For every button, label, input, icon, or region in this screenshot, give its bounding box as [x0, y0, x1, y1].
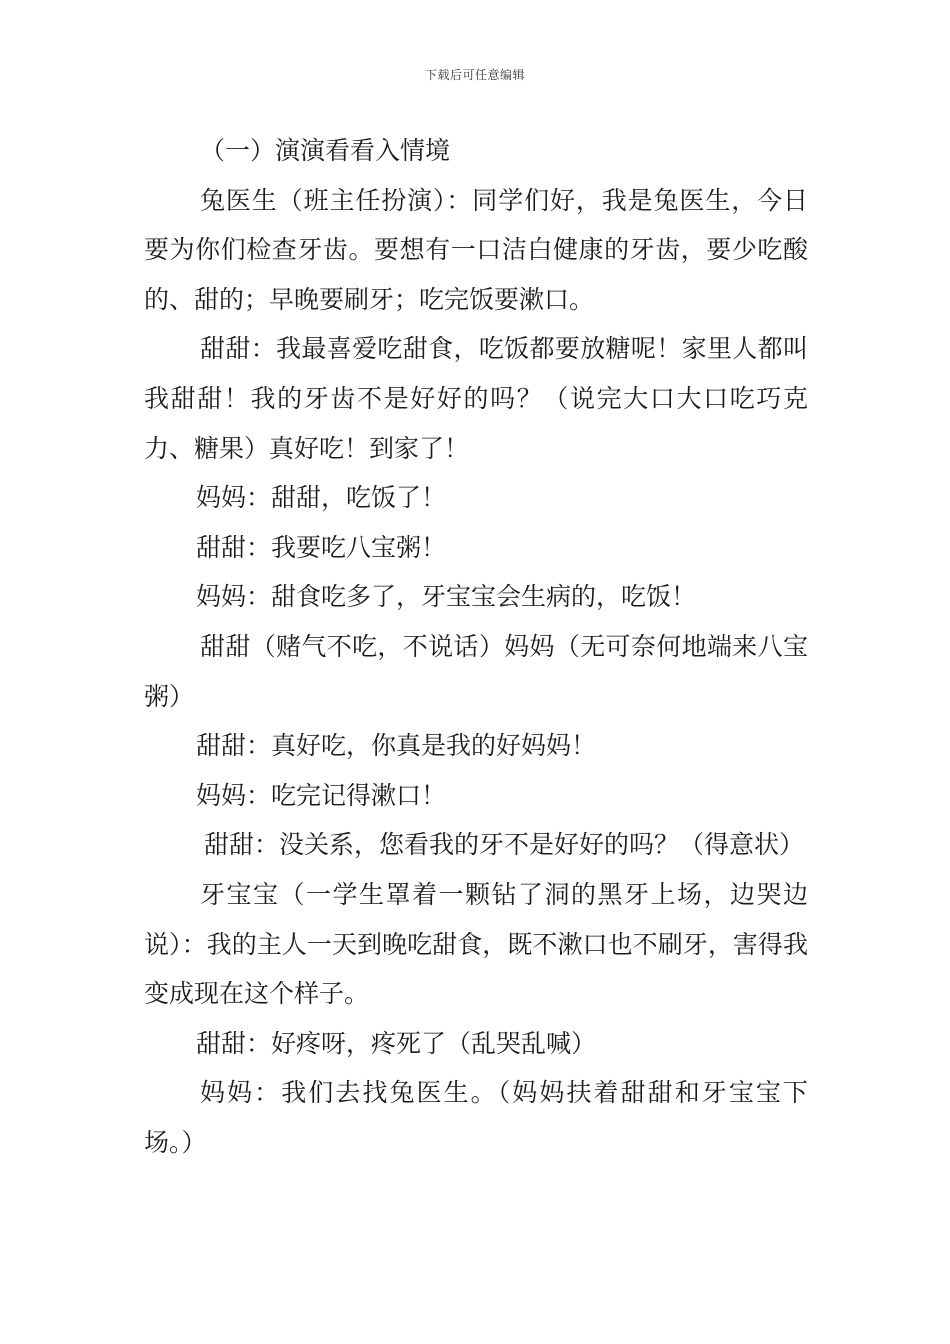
paragraph-mom-rinse: 妈妈：吃完记得漱口！: [196, 780, 447, 810]
paragraph-tiantian-proud: 甜甜：没关系，您看我的牙不是好好的吗？（得意状）: [204, 830, 805, 860]
section-heading: （一）演演看看入情境: [200, 136, 451, 165]
paragraph-tiantian-sulk: 甜甜（赌气不吃，不说话）妈妈（无可奈何地端来八宝粥）: [144, 631, 808, 711]
paragraph-mom-warning: 妈妈：甜食吃多了，牙宝宝会生病的，吃饭！: [196, 582, 697, 612]
paragraph-tiantian-porridge: 甜甜：我要吃八宝粥！: [196, 532, 447, 562]
document-body: [144, 126, 808, 1167]
paragraph-mom-doctor: 妈妈：我们去找兔医生。（妈妈扶着甜甜和牙宝宝下场。）: [144, 1078, 808, 1157]
paragraph-tooth-baby: 牙宝宝（一学生罩着一颗钻了洞的黑牙上场，边哭边说）：我的主人一天到晚吃甜食，既不漱口也不刷牙，害得我变成现在这个样子。: [144, 879, 808, 1009]
paragraph-doctor-intro: 兔医生（班主任扮演）：同学们好，我是兔医生，今日要为你们检查牙齿。要想有一口洁白健康的牙齿，要少吃酸的、甜的；早晚要刷牙；吃完饭要漱口。: [144, 185, 808, 314]
paragraph-tiantian-thanks: 甜甜：真好吃，你真是我的好妈妈！: [196, 731, 597, 761]
page-header-note: 下载后可任意编辑: [424, 68, 525, 82]
paragraph-mom-dinner: 妈妈：甜甜，吃饭了！: [196, 483, 447, 513]
paragraph-tiantian-sweets: 甜甜：我最喜爱吃甜食，吃饭都要放糖呢！家里人都叫我甜甜！我的牙齿不是好好的吗？（说完大口大口吃巧克力、糖果）真好吃！到家了！: [144, 334, 808, 463]
paragraph-tiantian-pain: 甜甜：好疼呀，疼死了（乱哭乱喊）: [196, 1028, 597, 1058]
